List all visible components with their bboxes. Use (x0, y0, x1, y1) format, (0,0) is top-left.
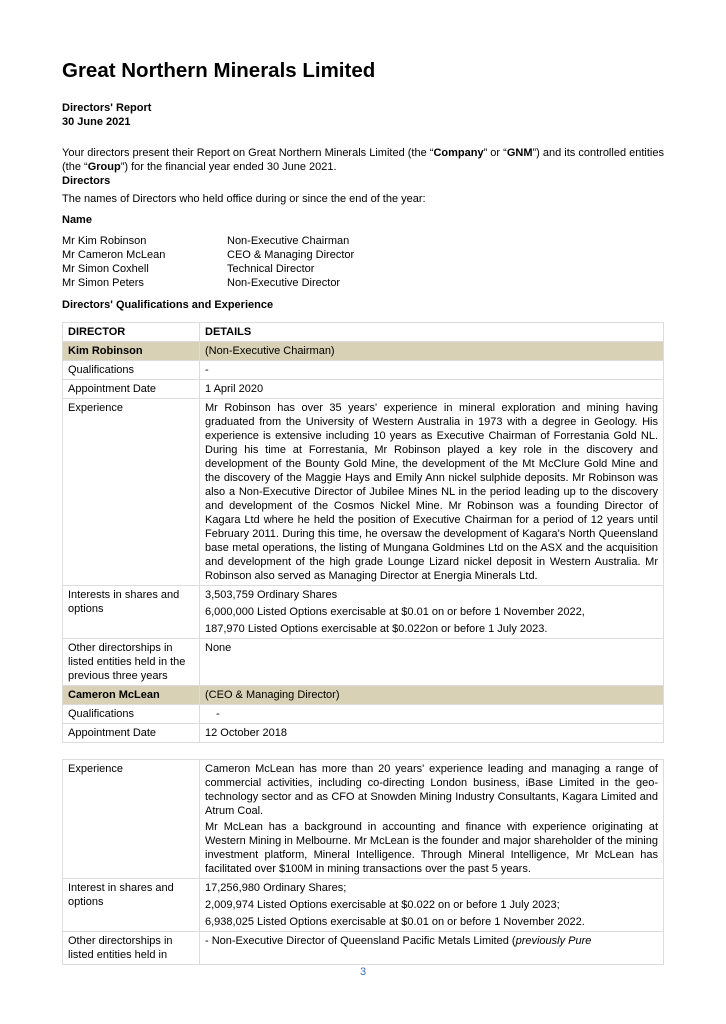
director-band-title: (Non-Executive Chairman) (200, 342, 664, 361)
row-value: None (200, 639, 664, 686)
row-value: 1 April 2020 (200, 380, 664, 399)
table-header-row (63, 323, 664, 342)
row-label: Qualifications (63, 705, 200, 724)
report-heading (62, 101, 664, 129)
director-row (62, 248, 664, 262)
row-value: 12 October 2018 (200, 724, 664, 743)
director-row (62, 262, 664, 276)
table-row (63, 705, 664, 724)
row-label: Experience (63, 760, 200, 879)
col-director-header: DIRECTOR (63, 323, 200, 342)
director-row (62, 234, 664, 248)
director-role: Technical Director (227, 263, 315, 275)
company-name: Great Northern Minerals Limited (62, 59, 376, 82)
director-role: Non-Executive Chairman (227, 235, 350, 247)
table-row (63, 879, 664, 932)
document-page (62, 58, 664, 965)
qualifications-heading: Directors' Qualifications and Experience (62, 299, 274, 311)
row-label: Other directorships in listed entities held in the previous three years (63, 639, 200, 686)
interests-value (200, 586, 664, 639)
name-heading: Name (62, 214, 92, 226)
experience-text: Mr Robinson has over 35 years' experience in mineral exploration and mining having graduated from the University of Western Australia in 1973 with a degree in Geology. His experience is extensive including 10 years as Executive Chairman of Forrestania Gold NL. During his time at Forrestania, Mr Robinson played a key role in the discovery and development of the Bounty Gold Mine, the development of the Mt McClure Gold Mine and the discovery of the Maggie Hays and Emily Ann nickel sulphide deposits. Mr Robinson was also a Non-Executive Director of Jubilee Mines NL in the period leading up to the discovery and development of the Cosmos Nickel Mine. Mr Robinson was a founding Director of Kagara Ltd where he held the position of Executive Chairman for a period of 12 years until February 2011. During this time, he oversaw the development of Kagara's North Queensland base metal operations, the listing of Mungana Goldmines Ltd on the ASX and the acquisition and development of the high grade Lounge Lizard nickel deposit in Western Australia. Mr Robinson also served as Managing Director at Energia Minerals Ltd. (200, 399, 664, 586)
intro-text: ”) and its controlled entities (the “ (62, 147, 664, 173)
report-date: 30 June 2021 (62, 116, 131, 128)
intro-bold: GNM (506, 147, 533, 159)
table-row (63, 380, 664, 399)
intro-text: ”) for the financial year ended 30 June 2021. (120, 161, 337, 173)
intro-bold: Group (87, 161, 121, 173)
table-row (63, 639, 664, 686)
row-value (200, 932, 664, 965)
director-name: Mr Simon Peters (62, 277, 144, 289)
row-label: Experience (63, 399, 200, 586)
interest-line: 2,009,974 Listed Options exercisable at $0.022 on or before 1 July 2023; (205, 899, 560, 911)
col-details-header: DETAILS (200, 323, 664, 342)
other-directorship-text: - Non-Executive Director of Queensland Pacific Metals Limited ( (205, 935, 516, 947)
director-role: CEO & Managing Director (227, 249, 355, 261)
interest-line: 6,000,000 Listed Options exercisable at $0.01 on or before 1 November 2022, (205, 606, 585, 618)
interest-line: 187,970 Listed Options exercisable at $0.022on or before 1 July 2023. (205, 623, 548, 635)
director-name: Mr Simon Coxhell (62, 263, 149, 275)
director-band-robinson (63, 342, 664, 361)
intro-bold: Company (433, 147, 484, 159)
director-name: Mr Cameron McLean (62, 249, 166, 261)
other-directorship-italic: previously Pure (515, 935, 592, 947)
director-band-name: Kim Robinson (63, 342, 200, 361)
table-row (63, 399, 664, 586)
directors-list (62, 234, 664, 290)
row-label: Appointment Date (63, 380, 200, 399)
director-name: Mr Kim Robinson (62, 235, 147, 247)
row-label: Qualifications (63, 361, 200, 380)
director-role: Non-Executive Director (227, 277, 341, 289)
director-band-mclean (63, 686, 664, 705)
director-band-title: (CEO & Managing Director) (200, 686, 664, 705)
interest-line: 3,503,759 Ordinary Shares (205, 589, 338, 601)
experience-text (200, 760, 664, 879)
interest-line: 17,256,980 Ordinary Shares; (205, 882, 347, 894)
row-label: Interest in shares and options (63, 879, 200, 932)
row-label: Interests in shares and options (63, 586, 200, 639)
table-row (63, 361, 664, 380)
table-row (63, 760, 664, 879)
row-value: - (200, 361, 664, 380)
director-band-name: Cameron McLean (63, 686, 200, 705)
directors-heading: Directors (62, 175, 111, 187)
experience-paragraph: Cameron McLean has more than 20 years' experience leading and managing a range of commercial activities, including co-directing London business, iBase Limited in the geo-technology sector and as CFO at Snowden Mining Industry Consultants, Kagara Limited and Atrum Coal. (205, 763, 658, 817)
experience-paragraph: Mr McLean has a background in accounting and finance with experience originating at Western Mining in Melbourne. Mr McLean is the founder and major shareholder of the mining investment platform, Mineral Intelligence. Through Mineral Intelligence, Mr McLean has facilitated over $100M in mining transactions over the past 5 years. (205, 821, 658, 875)
table-row (63, 724, 664, 743)
directors-paragraph: The names of Directors who held office during or since the end of the year: (62, 193, 426, 205)
row-value: - (200, 705, 664, 724)
directors-table-continued (62, 759, 664, 965)
table-row (63, 586, 664, 639)
report-title: Directors' Report (62, 102, 152, 114)
interest-line: 6,938,025 Listed Options exercisable at $0.01 on or before 1 November 2022. (205, 916, 585, 928)
directors-table (62, 322, 664, 743)
row-label: Appointment Date (63, 724, 200, 743)
intro-text: ” or “ (483, 147, 507, 159)
director-row (62, 276, 664, 290)
intro-text: Your directors present their Report on Great Northern Minerals Limited (the “ (62, 147, 434, 159)
intro-paragraph (62, 146, 664, 174)
page-number: 3 (359, 966, 367, 978)
table-row (63, 932, 664, 965)
interests-value (200, 879, 664, 932)
row-label: Other directorships in listed entities held in (63, 932, 200, 965)
